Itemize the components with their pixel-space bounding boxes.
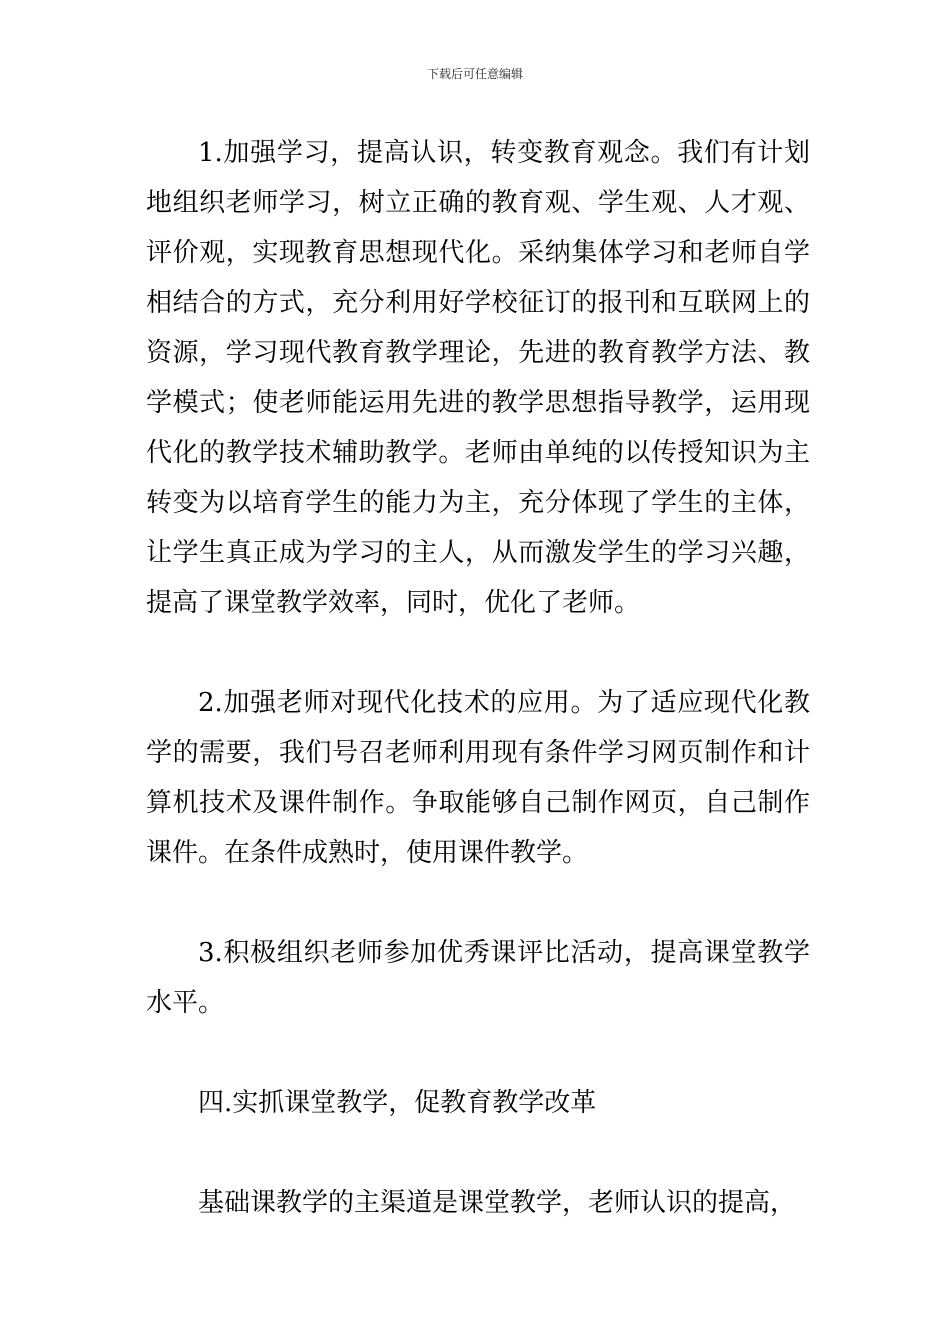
paragraph-spacer	[146, 628, 810, 678]
section-heading: 四.实抓课堂教学，促教育教学改革	[198, 1088, 597, 1118]
paragraph-2: 2.加强老师对现代化技术的应用。为了适应现代化教学的需要，我们号召老师利用现有条件学习网页制作和计算机技术及课件制作。争取能够自己制作网页，自己制作课件。在条件成熟时，使用课件教学。	[146, 688, 810, 868]
paragraph-1: 1.加强学习，提高认识，转变教育观念。我们有计划地组织老师学习，树立正确的教育观、学生观、人才观、评价观，实现教育思想现代化。采纳集体学习和老师自学相结合的方式，充分利用好学校征订的报刊和互联网上的资源，学习现代教育教学理论，先进的教育教学方法、教学模式；使老师能运用先进的教学思想指导教学，运用现代化的教学技术辅助教学。老师由单纯的以传授知识为主转变为以培育学生的能力为主，充分体现了学生的主体，让学生真正成为学习的主人，从而激发学生的学习兴趣，提高了课堂教学效率，同时，优化了老师。	[146, 138, 810, 618]
paragraph-3: 3.积极组织老师参加优秀课评比活动，提高课堂教学水平。	[146, 938, 810, 1018]
document-body	[146, 128, 810, 1228]
paragraph-5: 基础课教学的主渠道是课堂教学，老师认识的提高，	[198, 1188, 797, 1218]
paragraph-spacer	[146, 878, 810, 928]
paragraph-spacer	[146, 1128, 810, 1178]
page-header: 下载后可任意编辑	[426, 67, 523, 81]
paragraph-spacer	[146, 1028, 810, 1078]
